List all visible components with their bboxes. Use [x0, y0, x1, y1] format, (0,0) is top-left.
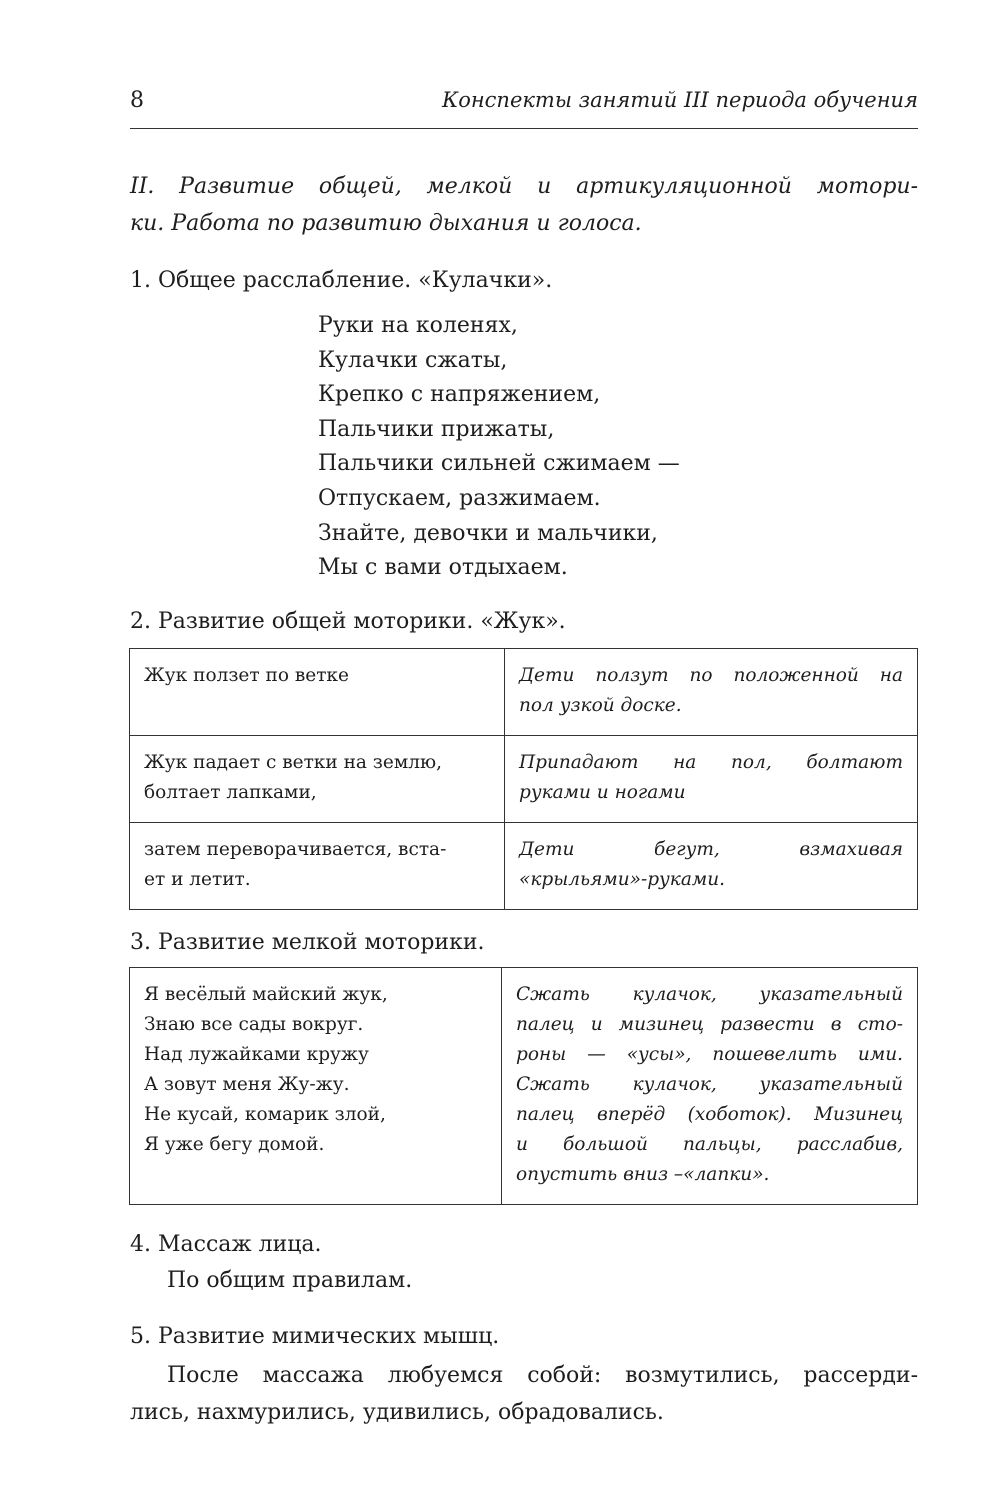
- paragraph-line: После массажа любуемся собой: возмутились, рассерди-: [167, 1363, 918, 1388]
- action-cell: [505, 649, 918, 736]
- item4-title: 4. Массаж лица.: [130, 1232, 322, 1257]
- text-cell: [130, 968, 502, 1205]
- cell-line: руками и ногами: [519, 782, 686, 803]
- table-row: [130, 968, 918, 1205]
- cell-line: роны — «усы», пошевелить ими.: [516, 1044, 903, 1065]
- poem-line: Пальчики сильней сжимаем —: [318, 451, 680, 477]
- section-title-line: ки. Работа по развитию дыхания и голоса.: [130, 211, 642, 236]
- action-cell: [505, 823, 918, 910]
- header-rule: [130, 128, 918, 129]
- page-number: 8: [130, 88, 144, 113]
- poem-line: Пальчики прижаты,: [318, 416, 555, 442]
- text-cell: [130, 649, 505, 736]
- action-cell: [505, 736, 918, 823]
- cell-line: Сжать кулачок, указательный: [516, 1074, 903, 1095]
- table-row: [130, 823, 918, 910]
- cell-line: Над лужайками кружу: [144, 1044, 369, 1065]
- cell-line: «крыльями»-руками.: [519, 869, 725, 890]
- zhuk-table: [129, 648, 918, 910]
- cell-line: пол узкой доске.: [519, 695, 682, 716]
- cell-line: Припадают на пол, болтают: [519, 752, 903, 773]
- cell-line: Дети ползут по положенной на: [519, 665, 903, 686]
- table-row: [130, 649, 918, 736]
- item4-text: По общим правилам.: [167, 1268, 413, 1293]
- action-cell: [502, 968, 918, 1205]
- paragraph-line: лись, нахмурились, удивились, обрадовались.: [130, 1400, 664, 1425]
- text-cell: [130, 736, 505, 823]
- cell-line: болтает лапками,: [144, 782, 317, 803]
- section-title-line: II. Развитие общей, мелкой и артикуляционной мотори-: [130, 174, 918, 199]
- cell-line: Не кусай, комарик злой,: [144, 1104, 386, 1125]
- cell-line: Жук падает с ветки на землю,: [144, 752, 442, 773]
- cell-line: палец и мизинец развести в сто-: [516, 1014, 903, 1035]
- text-cell: [130, 823, 505, 910]
- cell-line: ет и летит.: [144, 869, 251, 890]
- cell-line: Я весёлый майский жук,: [144, 984, 388, 1005]
- cell-line: Дети бегут, взмахивая: [519, 839, 903, 860]
- poem-line: Отпускаем, разжимаем.: [318, 485, 601, 511]
- cell-line: палец вперёд (хоботок). Мизинец: [516, 1104, 903, 1125]
- poem-line: Знайте, девочки и мальчики,: [318, 520, 658, 546]
- item5-text: [130, 1357, 918, 1431]
- table-row: [130, 736, 918, 823]
- item5-title: 5. Развитие мимических мышц.: [130, 1324, 500, 1349]
- running-title: Конспекты занятий III периода обучения: [441, 88, 918, 112]
- cell-line: Сжать кулачок, указательный: [516, 984, 903, 1005]
- poem-kulachki: [318, 309, 680, 586]
- cell-line: и большой пальцы, расслабив,: [516, 1134, 903, 1155]
- melkaya-motorika-table: [129, 967, 918, 1205]
- poem-line: Кулачки сжаты,: [318, 347, 508, 373]
- cell-line: опустить вниз –«лапки».: [516, 1164, 770, 1185]
- cell-line: Знаю все сады вокруг.: [144, 1014, 364, 1035]
- item2-title: 2. Развитие общей моторики. «Жук».: [130, 609, 566, 634]
- cell-line: Жук ползет по ветке: [144, 665, 349, 686]
- item3-title: 3. Развитие мелкой моторики.: [130, 930, 485, 955]
- poem-line: Мы с вами отдыхаем.: [318, 555, 568, 581]
- poem-line: Руки на коленях,: [318, 313, 518, 338]
- section-title: [130, 168, 918, 242]
- cell-line: А зовут меня Жу-жу.: [144, 1074, 350, 1095]
- cell-line: затем переворачивается, вста-: [144, 839, 447, 860]
- item1-title: 1. Общее расслабление. «Кулачки».: [130, 268, 553, 293]
- cell-line: Я уже бегу домой.: [144, 1134, 325, 1155]
- poem-line: Крепко с напряжением,: [318, 382, 601, 408]
